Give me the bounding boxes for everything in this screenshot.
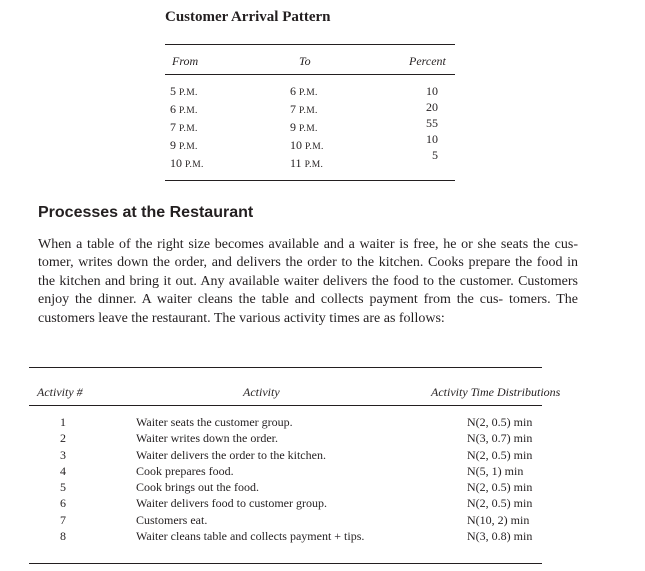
activity-number-cell: 2 — [60, 431, 66, 446]
activity-number-column — [56, 414, 70, 544]
activity-distribution-cell: N(5, 1) min — [467, 463, 524, 478]
arrival-percent-cell: 10 — [426, 132, 438, 146]
activity-distribution-cell: N(2, 0.5) min — [467, 447, 533, 462]
activity-description-cell: Customers eat. — [136, 512, 208, 527]
arrival-header-percent: Percent — [409, 54, 446, 68]
activity-description-cell: Waiter writes down the order. — [136, 431, 278, 446]
arrival-percent-column — [410, 83, 438, 163]
arrival-percent-cell: 20 — [426, 100, 438, 114]
activity-header-distribution: Activity Time Distributions — [431, 385, 561, 399]
arrival-percent-cell: 10 — [426, 84, 438, 98]
activity-distribution-cell: N(2, 0.5) min — [467, 415, 533, 429]
activity-number-cell: 8 — [60, 529, 66, 544]
arrival-to-cell: 6 P.M. — [290, 84, 318, 98]
section-paragraph: When a table of the right size becomes available and a waiter is free, he or she seats the cus- tomer, writes down the order, and delivers the order to the kitchen. Cooks prepare the food in the kitchen and bring it out. Any available waiter delivers the food to the customer. Customers enjoy the dinner. A waiter cleans the table and collects payment from the cus- tomers. The customers leave the restaurant. The various activity times are as follows: — [38, 237, 578, 326]
activity-header-activity: Activity — [243, 385, 280, 399]
arrival-percent-cell: 5 — [432, 148, 438, 162]
activity-description-cell: Waiter delivers food to customer group. — [136, 496, 327, 511]
arrival-from-cell: 9 P.M. — [170, 138, 198, 152]
activity-header-number: Activity # — [37, 385, 83, 399]
activity-description-cell: Waiter cleans table and collects payment + tips. — [136, 529, 365, 544]
arrival-from-cell: 7 P.M. — [170, 120, 198, 134]
arrival-table-header-rule — [165, 74, 455, 75]
activity-distribution-cell: N(2, 0.5) min — [467, 496, 533, 511]
activity-number-cell: 5 — [60, 480, 66, 495]
activity-table-top-rule — [29, 367, 542, 368]
activity-description-column — [136, 414, 364, 544]
arrival-header-to: To — [299, 54, 311, 68]
arrival-table-title: Customer Arrival Pattern — [165, 9, 331, 25]
activity-table-bottom-rule — [29, 563, 542, 564]
activity-distribution-cell: N(2, 0.5) min — [467, 480, 533, 495]
arrival-table-bottom-rule — [165, 180, 455, 181]
activity-distribution-cell: N(3, 0.8) min — [467, 529, 533, 544]
arrival-from-column — [170, 83, 204, 173]
activity-number-cell: 1 — [60, 415, 66, 429]
arrival-from-cell: 6 P.M. — [170, 102, 198, 116]
activity-description-cell: Cook prepares food. — [136, 463, 234, 478]
arrival-to-cell: 7 P.M. — [290, 102, 318, 116]
activity-description-cell: Waiter delivers the order to the kitchen. — [136, 447, 326, 462]
activity-number-cell: 4 — [60, 463, 66, 478]
activity-description-cell: Waiter seats the customer group. — [136, 415, 293, 429]
arrival-from-cell: 5 P.M. — [170, 84, 198, 98]
activity-number-cell: 6 — [60, 496, 66, 511]
arrival-to-cell: 11 P.M. — [290, 156, 324, 170]
arrival-from-cell: 10 P.M. — [170, 156, 204, 170]
section-heading: Processes at the Restaurant — [38, 204, 254, 221]
activity-distribution-column — [467, 414, 532, 544]
activity-number-cell: 7 — [60, 512, 66, 527]
arrival-to-cell: 9 P.M. — [290, 120, 318, 134]
arrival-header-from: From — [172, 54, 199, 68]
activity-table-header-rule — [29, 405, 542, 406]
arrival-percent-cell: 55 — [426, 116, 438, 130]
activity-distribution-cell: N(3, 0.7) min — [467, 431, 533, 446]
activity-number-cell: 3 — [60, 447, 66, 462]
arrival-table-top-rule — [165, 44, 455, 45]
arrival-to-cell: 10 P.M. — [290, 138, 324, 152]
activity-distribution-cell: N(10, 2) min — [467, 512, 530, 527]
activity-description-cell: Cook brings out the food. — [136, 480, 259, 495]
arrival-to-column — [290, 83, 324, 173]
